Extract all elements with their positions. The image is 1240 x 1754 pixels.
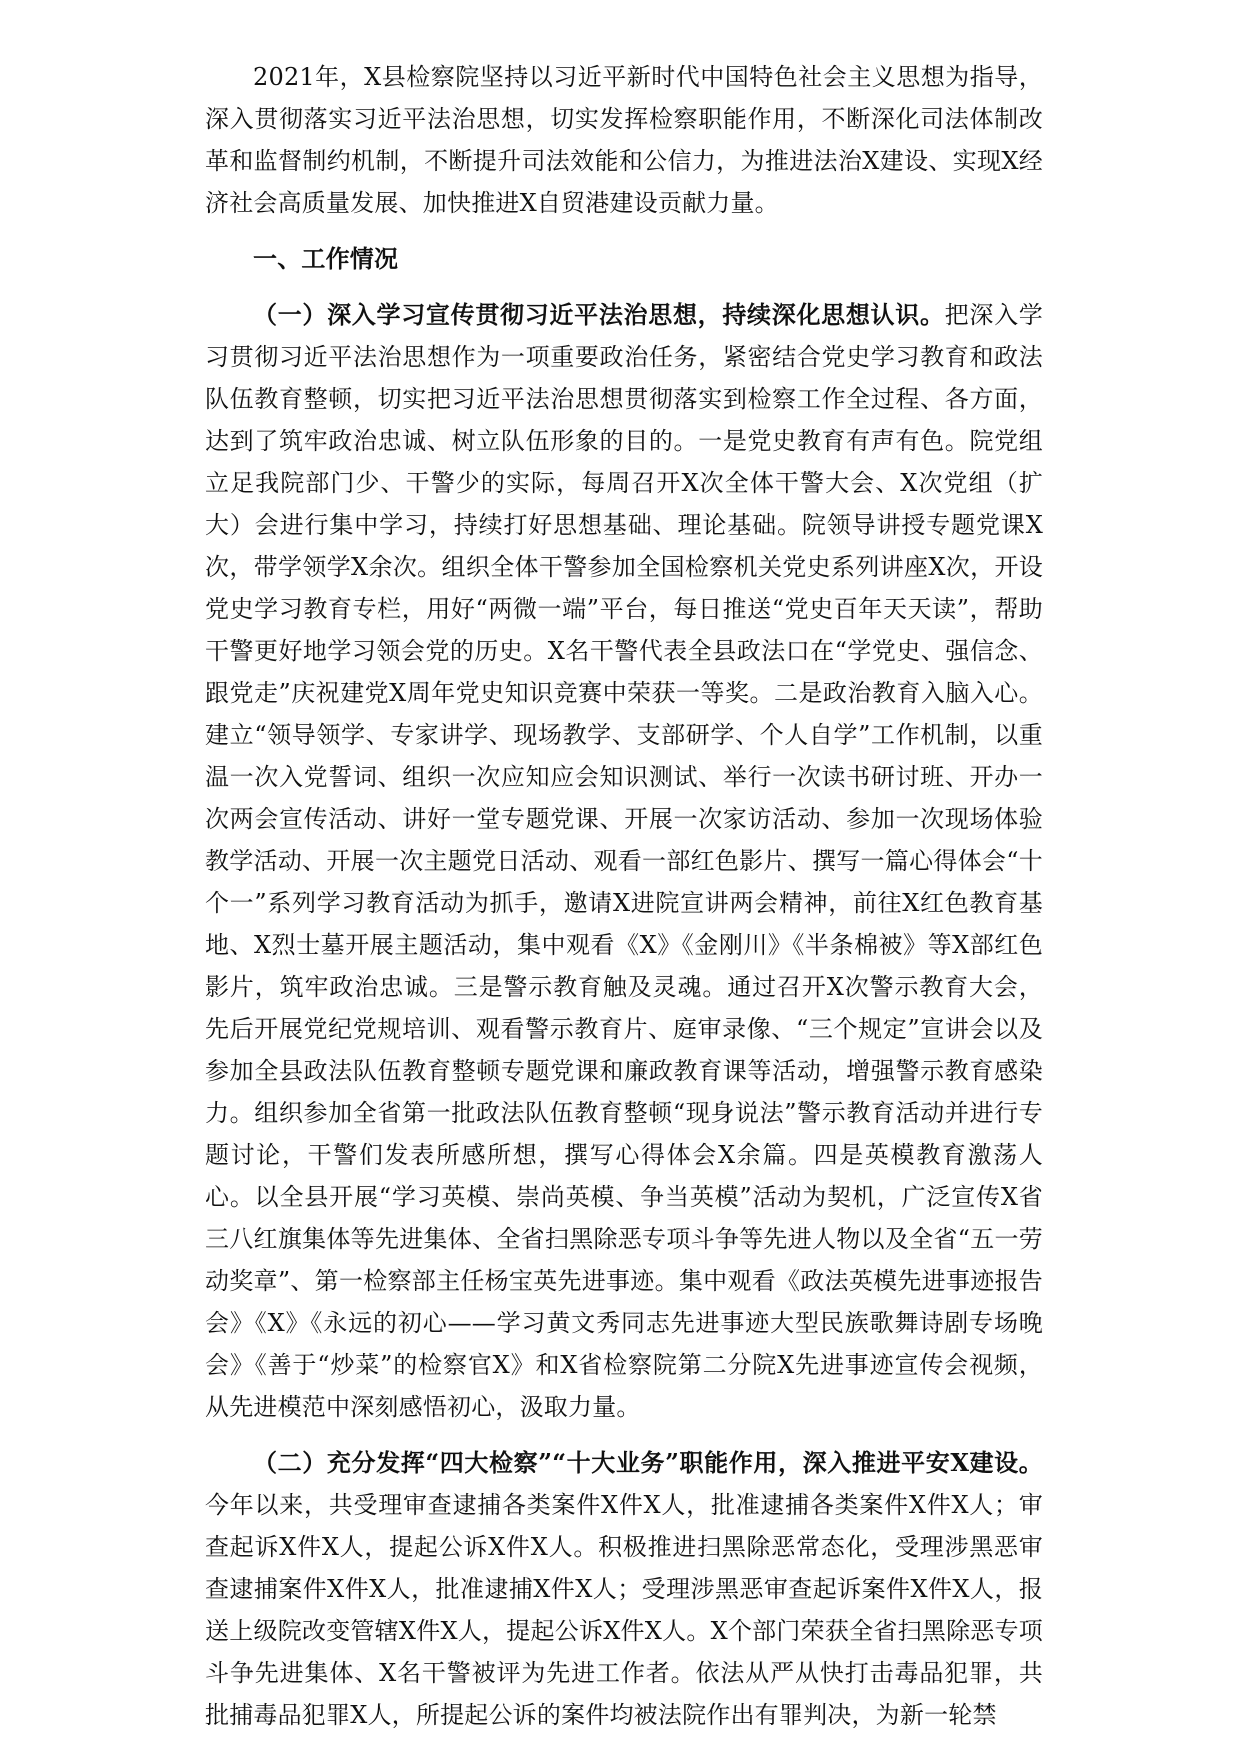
paragraph-1-body: 把深入学习贯彻习近平法治思想作为一项重要政治任务，紧密结合党史学习教育和政法队伍教育整顿，切实把习近平法治思想贯彻落实到检察工作全过程、各方面，达到了筑牢政治忠诚、树立队伍形象的目的。一是党史教育有声有色。院党组立足我院部门少、干警少的实际，每周召开X次全体干警大会、X次党组（扩大）会进行集中学习，持续打好思想基础、理论基础。院领导讲授专题党课X次，带学领学X余次。组织全体干警参加全国检察机关党史系列讲座X次，开设党史学习教育专栏，用好“两微一端”平台，每日推送“党史百年天天读”，帮助干警更好地学习领会党的历史。X名干警代表全县政法口在“学党史、强信念、跟党走”庆祝建党X周年党史知识竞赛中荣获一等奖。二是政治教育入脑入心。建立“领导领学、专家讲学、现场教学、支部研学、个人自学”工作机制，以重温一次入党誓词、组织一次应知应会知识测试、举行一次读书研讨班、开办一次两会宣传活动、讲好一堂专题党课、开展一次家访活动、参加一次现场体验教学活动、开展一次主题党日活动、观看一部红色影片、撰写一篇心得体会“十个一”系列学习教育活动为抓手，邀请X进院宣讲两会精神，前往X红色教育基地、X烈士墓开展主题活动，集中观看《X》《金刚川》《半条棉被》等X部红色影片，筑牢政治忠诚。三是警示教育触及灵魂。通过召开X次警示教育大会，先后开展党纪党规培训、观看警示教育片、庭审录像、“三个规定”宣讲会以及参加全县政法队伍教育整顿专题党课和廉政教育课等活动，增强警示教育感染力。组织参加全省第一批政法队伍教育整顿“现身说法”警示教育活动并进行专题讨论，干警们发表所感所想，撰写心得体会X余篇。四是英模教育激荡人心。以全县开展“学习英模、崇尚英模、争当英模”活动为契机，广泛宣传X省三八红旗集体等先进集体、全省扫黑除恶专项斗争等先进人物以及全省“五一劳动奖章”、第一检察部主任杨宝英先进事迹。集中观看《政法英模先进事迹报告会》《X》《永远的初心——学习黄文秀同志先进事迹大型民族歌舞诗剧专场晚会》《善于“炒菜”的检察官X》和X省检察院第二分院X先进事迹宣传会视频，从先进模范中深刻感悟初心，汲取力量。 — [205, 301, 1043, 1421]
paragraph-1 — [205, 294, 1043, 1428]
paragraph-2-body: 今年以来，共受理审查逮捕各类案件X件X人，批准逮捕各类案件X件X人；审查起诉X件X人，提起公诉X件X人。积极推进扫黑除恶常态化，受理涉黑恶审查逮捕案件X件X人，批准逮捕X件X人；受理涉黑恶审查起诉案件X件X人，报送上级院改变管辖X件X人，提起公诉X件X人。X个部门荣获全省扫黑除恶专项斗争先进集体、X名干警被评为先进工作者。依法从严从快打击毒品犯罪，共批捕毒品犯罪X人，所提起公诉的案件均被法院作出有罪判决，为新一轮禁 — [205, 1491, 1043, 1729]
section-heading: 一、工作情况 — [253, 244, 399, 273]
document-body — [205, 56, 1043, 1750]
paragraph-2-lead: （二）充分发挥“四大检察”“十大业务”职能作用，深入推进平安X建设。 — [253, 1448, 1043, 1477]
paragraph-1-lead: （一）深入学习宣传贯彻习近平法治思想，持续深化思想认识。 — [253, 300, 945, 329]
paragraph-2 — [205, 1442, 1043, 1736]
intro-paragraph: 2021年，X县检察院坚持以习近平新时代中国特色社会主义思想为指导，深入贯彻落实习近平法治思想，切实发挥检察职能作用，不断深化司法体制改革和监督制约机制，不断提升司法效能和公信力，为推进法治X建设、实现X经济社会高质量发展、加快推进X自贸港建设贡献力量。 — [205, 63, 1043, 217]
